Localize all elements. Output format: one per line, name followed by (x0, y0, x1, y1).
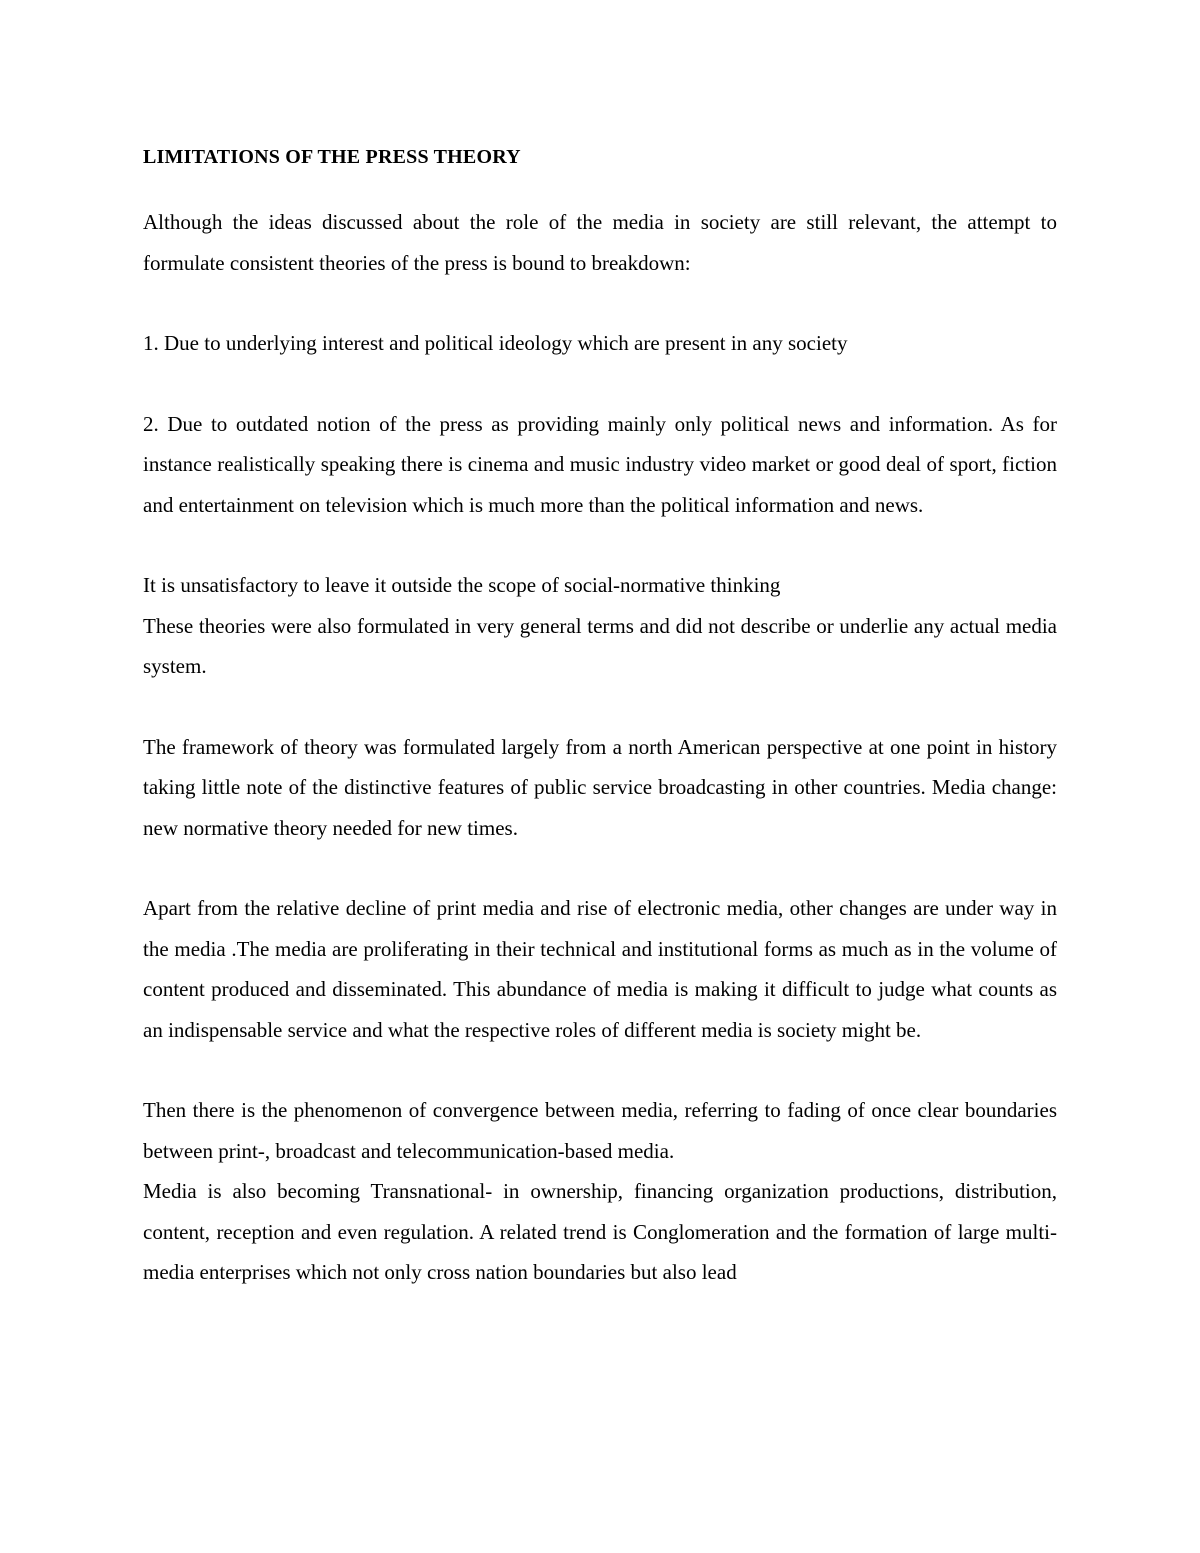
list-item-2: 2. Due to outdated notion of the press as providing mainly only political news and information. As for instance realistically speaking there is cinema and music industry video market or good deal of sport, fiction and entertainment on television which is much more than the political information and news. (143, 411, 1057, 517)
paragraph-unsatisfactory: It is unsatisfactory to leave it outside the scope of social-normative thinking (143, 573, 781, 597)
paragraph-transnational: Media is also becoming Transnational- in ownership, financing organization productions, distribution, content, reception and even regulation. A related trend is Conglomeration and the formation of large multi-media enterprises which not only cross nation boundaries but also lead (143, 1179, 1057, 1284)
paragraph-framework: The framework of theory was formulated largely from a north American perspective at one point in history taking little note of the distinctive features of public service broadcasting in other countries. Media change: new normative theory needed for new times. (143, 734, 1057, 840)
intro-paragraph: Although the ideas discussed about the role of the media in society are still relevant, the attempt to formulate consistent theories of the press is bound to breakdown: (143, 210, 1057, 275)
document-title: LIMITATIONS OF THE PRESS THEORY (143, 146, 521, 168)
paragraph-convergence: Then there is the phenomenon of convergence between media, referring to fading of once clear boundaries between print-, broadcast and telecommunication-based media. (143, 1098, 1057, 1163)
paragraph-general-terms: These theories were also formulated in very general terms and did not describe or underlie any actual media system. (143, 613, 1057, 678)
paragraph-decline: Apart from the relative decline of print media and rise of electronic media, other changes are under way in the media .The media are proliferating in their technical and institutional forms as much as in the volume of content produced and disseminated. This abundance of media is making it difficult to judge what counts as an indispensable service and what the respective roles of different media is society might be. (143, 896, 1057, 1042)
list-item-1: 1. Due to underlying interest and political ideology which are present in any society (143, 331, 848, 355)
document-body (143, 143, 1057, 1293)
